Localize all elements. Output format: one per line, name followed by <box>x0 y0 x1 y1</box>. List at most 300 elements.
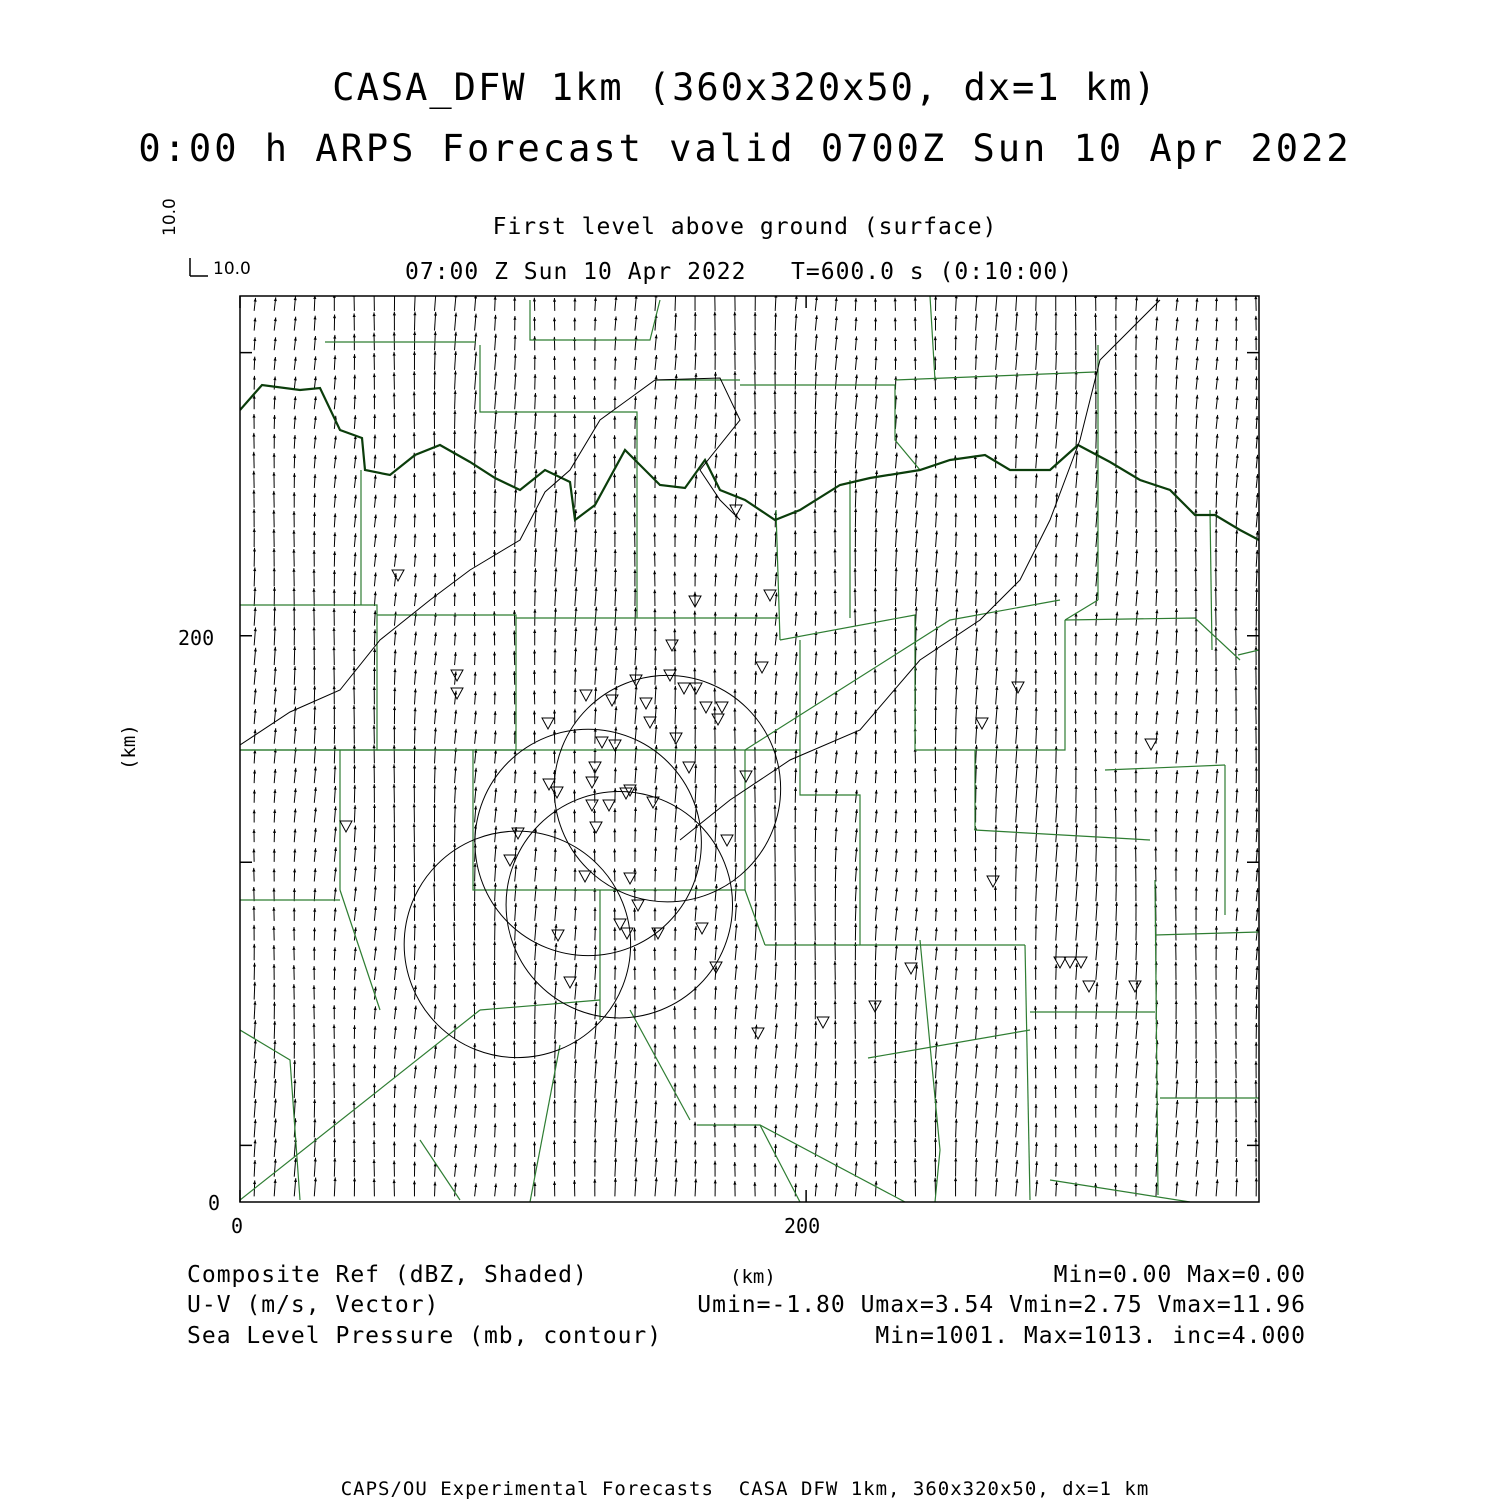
wind-vector-head <box>292 587 295 591</box>
wind-vector-head <box>1255 607 1258 611</box>
wind-vector-head <box>654 436 657 440</box>
wind-vector-head <box>1074 671 1077 675</box>
wind-vector-head <box>1175 413 1178 417</box>
wind-vector-head <box>954 746 957 750</box>
wind-vector-head <box>1134 411 1137 415</box>
wind-vector-head <box>494 711 497 715</box>
wind-vector-head <box>374 865 377 869</box>
wind-vector-head <box>313 908 316 912</box>
wind-vector-head <box>854 629 857 633</box>
station-marker <box>756 662 768 673</box>
wind-vector-head <box>393 372 396 376</box>
wind-vector-head <box>1214 1002 1217 1006</box>
wind-vector-head <box>814 1021 817 1025</box>
wind-vector-head <box>734 863 737 867</box>
wind-vector-head <box>754 671 757 675</box>
wind-vector-head <box>753 1182 756 1186</box>
station-marker <box>1129 981 1141 992</box>
wind-vector-head <box>894 1119 897 1123</box>
wind-vector-head <box>1014 1006 1017 1010</box>
wind-vector-head <box>633 494 636 498</box>
wind-vector-head <box>273 829 276 833</box>
wind-vector-head <box>774 1164 777 1168</box>
wind-vector-head <box>634 1177 637 1181</box>
wind-vector-head <box>1175 375 1178 379</box>
wind-vector-head <box>1134 827 1137 831</box>
wind-vector-head <box>1034 1085 1037 1089</box>
wind-vector-head <box>513 981 516 985</box>
wind-vector-head <box>954 827 957 831</box>
wind-vector-head <box>774 470 777 474</box>
wind-vector-head <box>1235 748 1238 752</box>
wind-vector-head <box>714 413 717 417</box>
wind-vector-head <box>513 590 516 594</box>
wind-vector-head <box>1014 649 1017 653</box>
y-axis-label: (km) <box>118 724 140 770</box>
wind-vector-head <box>1054 651 1057 655</box>
wind-vector-head <box>874 1140 877 1144</box>
wind-vector-head <box>292 927 295 931</box>
wind-vector-head <box>975 314 978 318</box>
wind-vector-head <box>834 651 837 655</box>
wind-vector-head <box>313 888 316 892</box>
legend-field-1: Composite Ref (dBZ, Shaded) <box>187 1262 588 1288</box>
wind-vector-head <box>1254 706 1257 710</box>
wind-vector-head <box>875 924 878 928</box>
wind-vector-head <box>794 768 797 772</box>
wind-vector-head <box>994 927 997 931</box>
wind-vector-head <box>1214 964 1217 968</box>
wind-vector-head <box>373 629 376 633</box>
wind-vector-head <box>1054 312 1057 316</box>
wind-vector-head <box>955 646 958 650</box>
wind-vector-head <box>1136 1001 1139 1005</box>
wind-vector-head <box>734 823 737 827</box>
wind-vector-head <box>834 469 837 473</box>
wind-vector-head <box>1175 608 1178 612</box>
wind-vector-head <box>815 372 818 376</box>
wind-vector-head <box>634 416 637 420</box>
wind-vector-head <box>1234 1022 1237 1026</box>
wind-vector-head <box>454 767 457 771</box>
wind-vector-head <box>814 611 817 615</box>
wind-vector-head <box>1034 534 1037 538</box>
wind-vector-head <box>1034 573 1037 577</box>
wind-vector-head <box>974 475 977 479</box>
wind-vector-head <box>814 788 817 792</box>
wind-vector-head <box>1135 941 1138 945</box>
wind-vector-head <box>1074 312 1077 316</box>
wind-vector-head <box>1176 1080 1179 1084</box>
wind-vector-head <box>353 647 356 651</box>
wind-vector-head <box>714 1006 717 1010</box>
wind-vector-head <box>693 1065 696 1069</box>
wind-vector-head <box>533 298 536 302</box>
wind-vector-head <box>954 868 957 872</box>
wind-vector-head <box>474 1084 477 1088</box>
wind-vector-head <box>634 828 637 832</box>
wind-vector-head <box>834 1000 837 1004</box>
wind-vector-head <box>313 493 316 497</box>
wind-vector-head <box>373 333 376 337</box>
wind-vector-head <box>393 784 396 788</box>
wind-vector-head <box>1175 394 1178 398</box>
wind-vector-head <box>694 353 697 357</box>
wind-vector-head <box>1055 765 1058 769</box>
wind-vector-head <box>1034 688 1037 692</box>
wind-vector-head <box>994 514 997 518</box>
reference-vector <box>190 258 208 276</box>
wind-vector-head <box>814 391 817 395</box>
wind-vector-head <box>1055 513 1058 517</box>
wind-vector-head <box>1095 410 1098 414</box>
wind-vector-head <box>1155 589 1158 593</box>
wind-vector-head <box>834 865 837 869</box>
wind-vector-head <box>713 650 716 654</box>
wind-vector-head <box>1175 848 1178 852</box>
county-boundary <box>920 940 940 1202</box>
wind-vector-head <box>1235 549 1238 553</box>
wind-vector-head <box>1075 804 1078 808</box>
wind-vector-head <box>593 434 596 438</box>
wind-vector-head <box>614 1158 617 1162</box>
wind-vector-head <box>1114 314 1117 318</box>
wind-vector-head <box>814 591 817 595</box>
wind-vector-head <box>1215 1139 1218 1143</box>
wind-vector-head <box>393 1123 396 1127</box>
wind-vector-head <box>854 649 857 653</box>
wind-vector-head <box>1055 903 1058 907</box>
wind-vector-head <box>714 986 717 990</box>
wind-vector-head <box>994 825 997 829</box>
wind-vector-head <box>1254 726 1257 730</box>
wind-vector-head <box>974 947 977 951</box>
wind-vector-head <box>894 1021 897 1025</box>
wind-vector-head <box>954 848 957 852</box>
wind-vector-head <box>654 847 657 851</box>
wind-vector-head <box>1014 573 1017 577</box>
wind-vector-head <box>834 846 837 850</box>
station-marker <box>666 640 678 651</box>
wind-vector-head <box>1094 1124 1097 1128</box>
wind-vector-head <box>1234 626 1237 630</box>
wind-vector-head <box>333 608 336 612</box>
wind-vector-head <box>413 1143 416 1147</box>
wind-vector-head <box>854 298 857 302</box>
wind-vector-head <box>934 316 937 320</box>
wind-vector-head <box>753 331 756 335</box>
wind-vector-head <box>252 490 255 494</box>
wind-vector-head <box>332 646 335 650</box>
wind-vector-head <box>733 331 736 335</box>
station-marker <box>764 590 776 601</box>
wind-vector-head <box>433 883 436 887</box>
wind-vector-head <box>573 709 576 713</box>
wind-vector-head <box>1055 351 1058 355</box>
wind-vector-head <box>934 474 937 478</box>
wind-vector-head <box>1255 767 1258 771</box>
wind-vector-head <box>754 1065 757 1069</box>
wind-vector-head <box>773 390 776 394</box>
wind-vector-head <box>673 1006 676 1010</box>
wind-vector-head <box>354 415 357 419</box>
wind-vector-head <box>252 849 255 853</box>
wind-vector-head <box>674 866 677 870</box>
wind-vector-head <box>1254 1118 1257 1122</box>
wind-vector-head <box>1214 587 1217 591</box>
wind-vector-head <box>1114 352 1117 356</box>
wind-vector-head <box>273 568 276 572</box>
wind-vector-head <box>1135 316 1138 320</box>
wind-vector-head <box>633 569 636 573</box>
wind-vector-head <box>313 726 316 730</box>
station-marker <box>590 822 602 833</box>
wind-vector-head <box>975 705 978 709</box>
wind-vector-head <box>935 908 938 912</box>
wind-vector-head <box>614 1178 617 1182</box>
wind-vector-head <box>674 333 677 337</box>
wind-vector-head <box>834 922 837 926</box>
wind-vector-head <box>954 315 957 319</box>
wind-vector-head <box>1014 554 1017 558</box>
wind-vector-head <box>855 1162 858 1166</box>
wind-vector-head <box>854 1060 857 1064</box>
wind-vector-head <box>614 377 617 381</box>
wind-vector-head <box>413 1181 416 1185</box>
wind-vector-head <box>1194 963 1197 967</box>
wind-vector-head <box>394 1065 397 1069</box>
wind-vector-head <box>1254 646 1257 650</box>
wind-vector-head <box>1134 789 1137 793</box>
wind-vector-head <box>513 1001 516 1005</box>
wind-vector-head <box>773 430 776 434</box>
wind-vector-head <box>813 529 816 533</box>
wind-vector-head <box>874 528 877 532</box>
wind-vector-head <box>894 1059 897 1063</box>
wind-vector-head <box>533 770 536 774</box>
wind-vector-head <box>1255 336 1258 340</box>
station-marker <box>624 873 636 884</box>
wind-vector-head <box>674 495 677 499</box>
wind-vector-head <box>633 474 636 478</box>
wind-vector-head <box>574 647 577 651</box>
wind-vector-head <box>254 607 257 611</box>
wind-vector-head <box>1235 727 1238 731</box>
wind-vector-head <box>694 553 697 557</box>
wind-vector-head <box>995 1045 998 1049</box>
wind-vector-head <box>995 764 998 768</box>
wind-vector-head <box>854 1100 857 1104</box>
wind-vector-head <box>1074 1105 1077 1109</box>
wind-vector-head <box>954 725 957 729</box>
wind-vector-head <box>1094 1084 1097 1088</box>
wind-vector-head <box>293 869 296 873</box>
x-tick-label-0: 0 <box>231 1214 244 1238</box>
wind-vector-head <box>714 392 717 396</box>
wind-vector-head <box>594 707 597 711</box>
wind-vector-head <box>894 627 897 631</box>
wind-vector-head <box>393 844 396 848</box>
wind-vector-head <box>774 1144 777 1148</box>
wind-vector-head <box>1055 964 1058 968</box>
wind-vector-head <box>614 727 617 731</box>
wind-vector-head <box>1235 707 1238 711</box>
station-marker <box>1145 739 1157 750</box>
wind-vector-head <box>533 355 536 359</box>
station-marker <box>512 828 524 839</box>
wind-vector-head <box>1215 907 1218 911</box>
wind-vector-head <box>1235 357 1238 361</box>
wind-vector-head <box>553 413 556 417</box>
wind-vector-head <box>253 810 256 814</box>
wind-vector-head <box>734 1046 737 1050</box>
wind-vector-head <box>874 1079 877 1083</box>
wind-vector-head <box>1174 962 1177 966</box>
wind-vector-head <box>1055 944 1058 948</box>
county-boundary <box>240 1030 300 1200</box>
wind-vector-head <box>454 1044 457 1048</box>
wind-vector-head <box>613 473 616 477</box>
wind-vector-head <box>534 548 537 552</box>
wind-vector-head <box>1234 686 1237 690</box>
wind-vector-head <box>613 511 616 515</box>
wind-vector-head <box>1055 331 1058 335</box>
wind-vector-head <box>894 1139 897 1143</box>
wind-vector-head <box>1214 647 1217 651</box>
wind-vector-head <box>1054 1143 1057 1147</box>
wind-vector-head <box>533 317 536 321</box>
wind-vector-head <box>1135 570 1138 574</box>
wind-vector-head <box>414 292 417 296</box>
wind-vector-head <box>995 667 998 671</box>
wind-vector-head <box>292 965 295 969</box>
wind-vector-head <box>653 514 656 518</box>
wind-vector-head <box>1014 1046 1017 1050</box>
wind-vector-head <box>954 416 957 420</box>
wind-vector-head <box>1235 927 1238 931</box>
wind-vector-head <box>854 548 857 552</box>
wind-vector-head <box>353 395 356 399</box>
wind-vector-head <box>1214 607 1217 611</box>
wind-vector-head <box>914 1179 917 1183</box>
wind-vector-head <box>353 354 356 358</box>
wind-vector-head <box>534 589 537 593</box>
wind-vector-head <box>1074 1065 1077 1069</box>
wind-vector-head <box>1175 809 1178 813</box>
wind-vector-head <box>253 567 256 571</box>
wind-vector-head <box>474 1104 477 1108</box>
wind-vector-head <box>655 1139 658 1143</box>
legend-stats-2: Umin=-1.80 Umax=3.54 Vmin=2.75 Vmax=11.96 <box>697 1292 1306 1318</box>
wind-vector-head <box>955 685 958 689</box>
wind-vector-head <box>1095 632 1098 636</box>
wind-vector-head <box>894 749 897 753</box>
wind-vector-head <box>573 414 576 418</box>
wind-vector-head <box>453 552 456 556</box>
wind-vector-head <box>874 1160 877 1164</box>
wind-vector-head <box>894 1040 897 1044</box>
wind-vector-head <box>413 493 416 497</box>
wind-vector-head <box>974 494 977 498</box>
wind-vector-head <box>1195 648 1198 652</box>
wind-vector-head <box>995 805 998 809</box>
wind-vector-head <box>713 707 716 711</box>
wind-vector-head <box>474 430 477 434</box>
wind-vector-head <box>393 1179 396 1183</box>
wind-vector-head <box>253 509 256 513</box>
wind-vector-head <box>713 1085 716 1089</box>
wind-vector-head <box>1075 573 1078 577</box>
wind-vector-head <box>1014 514 1017 518</box>
wind-vector-head <box>1015 844 1018 848</box>
wind-vector-head <box>1234 1099 1237 1103</box>
wind-vector-head <box>1134 808 1137 812</box>
wind-vector-head <box>1255 1042 1258 1046</box>
wind-vector-head <box>693 649 696 653</box>
wind-vector-head <box>653 533 656 537</box>
wind-vector-head <box>1214 567 1217 571</box>
wind-vector-head <box>914 1158 917 1162</box>
wind-vector-head <box>252 868 255 872</box>
wind-vector-head <box>713 745 716 749</box>
wind-vector-head <box>673 987 676 991</box>
wind-vector-head <box>855 469 858 473</box>
wind-vector-head <box>394 925 397 929</box>
wind-vector-head <box>1195 628 1198 632</box>
county-boundary <box>1065 600 1098 620</box>
station-marker <box>740 771 752 782</box>
wind-vector-head <box>254 1020 257 1024</box>
wind-vector-head <box>975 334 978 338</box>
wind-vector-head <box>333 685 336 689</box>
wind-vector-head <box>1195 849 1198 853</box>
wind-vector-head <box>975 745 978 749</box>
wind-vector-head <box>252 414 255 418</box>
wind-vector-head <box>454 351 457 355</box>
wind-vector-head <box>513 961 516 965</box>
station-marker <box>817 1017 829 1028</box>
wind-vector-head <box>754 1105 757 1109</box>
wind-vector-head <box>513 569 516 573</box>
wind-vector-head <box>714 593 717 597</box>
wind-vector-head <box>934 788 937 792</box>
wind-vector-head <box>514 1183 517 1187</box>
wind-vector-head <box>1215 749 1218 753</box>
wind-vector-head <box>433 903 436 907</box>
wind-vector-head <box>1135 549 1138 553</box>
wind-vector-head <box>292 946 295 950</box>
wind-vector-head <box>673 1045 676 1049</box>
wind-vector-head <box>274 667 277 671</box>
wind-vector-head <box>253 1180 256 1184</box>
wind-vector-head <box>1014 495 1017 499</box>
y-tick-label-0: 0 <box>208 1191 221 1215</box>
wind-vector-head <box>1035 331 1038 335</box>
wind-vector-head <box>333 532 336 536</box>
station-markers <box>340 505 1157 1039</box>
wind-vector-head <box>713 726 716 730</box>
wind-vector-head <box>413 331 416 335</box>
station-marker <box>580 690 592 701</box>
wind-vector-head <box>514 1163 517 1167</box>
wind-vector-head <box>694 946 697 950</box>
wind-vector-head <box>433 804 436 808</box>
wind-vector-head <box>554 588 557 592</box>
wind-vector-head <box>353 628 356 632</box>
wind-vector-head <box>533 690 536 694</box>
wind-vector-head <box>1175 432 1178 436</box>
county-boundary <box>975 750 1150 840</box>
